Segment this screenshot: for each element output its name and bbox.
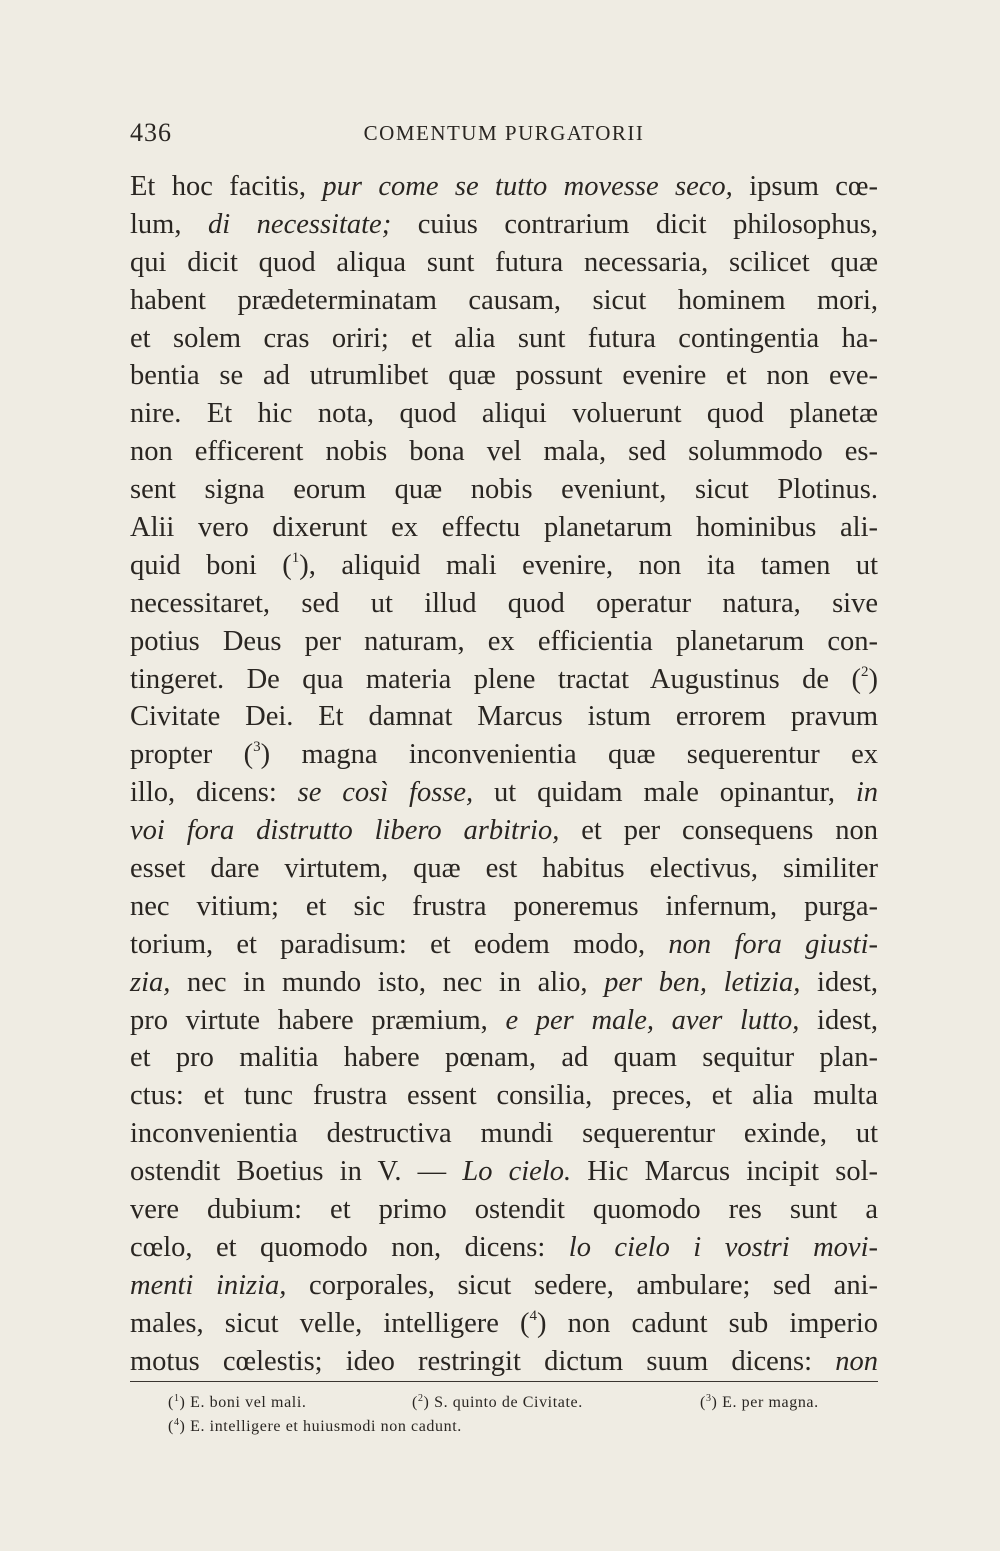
footnotes bbox=[168, 1391, 868, 1439]
commentary-text bbox=[130, 168, 878, 1381]
text-line: cœlo, et quomodo non, dicens: lo cielo i vostri movi- bbox=[130, 1231, 878, 1263]
italic-quote: e per male, aver lutto, bbox=[505, 1004, 800, 1036]
text-line: bentia se ad utrumlibet quæ possunt evenire et non eve- bbox=[130, 360, 878, 392]
text-line: pro virtute habere præmium, e per male, aver lutto, idest, bbox=[130, 1004, 878, 1036]
italic-quote: Lo cielo. bbox=[462, 1156, 572, 1188]
text-line: sent signa eorum quæ nobis eveniunt, sicut Plotinus. bbox=[130, 474, 878, 506]
footnote-rule bbox=[130, 1381, 878, 1382]
italic-quote: zia, bbox=[130, 966, 171, 998]
italic-quote: non bbox=[835, 1345, 878, 1377]
page-number: 436 bbox=[130, 118, 172, 147]
text-line: zia, nec in mundo isto, nec in alio, per ben, letizia, idest, bbox=[130, 966, 878, 998]
text-line: motus cœlestis; ideo restringit dictum suum dicens: non bbox=[130, 1345, 878, 1377]
text-line: ostendit Boetius in V. — Lo cielo. Hic Marcus incipit sol- bbox=[130, 1156, 878, 1188]
text-line: inconvenientia destructiva mundi sequerentur exinde, ut bbox=[130, 1118, 878, 1150]
text-line: necessitaret, sed ut illud quod operatur natura, sive bbox=[130, 587, 878, 619]
footnote-2: ($^2$) S. quinto de Civitate. bbox=[412, 1393, 583, 1411]
footnote-row bbox=[168, 1391, 868, 1415]
italic-quote: non fora giusti- bbox=[668, 928, 878, 960]
italic-quote: voi fora distrutto libero arbitrio, bbox=[130, 815, 560, 847]
footnote-row bbox=[168, 1415, 868, 1439]
text-line: lum, di necessitate; cuius contrarium dicit philosophus, bbox=[130, 208, 878, 240]
text-line: tingeret. De qua materia plene tractat Augustinus de ($^2$) bbox=[130, 663, 878, 695]
footnote-ref: 3 bbox=[253, 739, 261, 756]
text-line: males, sicut velle, intelligere ($^4$) non cadunt sub imperio bbox=[130, 1307, 878, 1339]
footnote-ref: 2 bbox=[861, 663, 869, 680]
text-line: et pro malitia habere pœnam, ad quam sequitur plan- bbox=[130, 1042, 878, 1074]
italic-quote: di necessitate; bbox=[207, 208, 392, 240]
text-line: illo, dicens: se così fosse, ut quidam male opinantur, in bbox=[130, 777, 878, 809]
text-line: qui dicit quod aliqua sunt futura necessaria, scilicet quæ bbox=[130, 246, 878, 278]
text-line: Alii vero dixerunt ex effectu planetarum hominibus ali- bbox=[130, 512, 878, 544]
footnote-3: ($^3$) E. per magna. bbox=[700, 1393, 819, 1411]
text-line: Civitate Dei. Et damnat Marcus istum errorem pravum bbox=[130, 701, 878, 733]
text-line: ctus: et tunc frustra essent consilia, preces, et alia multa bbox=[130, 1080, 878, 1112]
text-line: torium, et paradisum: et eodem modo, non fora giusti- bbox=[130, 928, 878, 960]
italic-quote: per ben, letizia, bbox=[604, 966, 801, 998]
italic-quote: in bbox=[855, 777, 878, 809]
italic-quote: se così fosse, bbox=[297, 777, 474, 809]
italic-quote: menti inizia, bbox=[130, 1269, 287, 1301]
page-header bbox=[130, 118, 878, 158]
footnote-ref: 4 bbox=[529, 1307, 538, 1324]
text-line: nire. Et hic nota, quod aliqui voluerunt quod planetæ bbox=[130, 398, 878, 430]
footnote-1: ($^1$) E. boni vel mali. bbox=[168, 1393, 307, 1411]
italic-quote: pur come se tutto movesse seco, bbox=[322, 171, 733, 202]
text-line: vere dubium: et primo ostendit quomodo res sunt a bbox=[130, 1194, 878, 1226]
text-line: menti inizia, corporales, sicut sedere, ambulare; sed ani- bbox=[130, 1269, 878, 1301]
italic-quote: lo cielo i vostri movi- bbox=[568, 1231, 878, 1263]
text-line: propter ($^3$) magna inconvenientia quæ sequerentur ex bbox=[130, 739, 878, 771]
footnote-ref: 1 bbox=[291, 549, 300, 566]
text-line: voi fora distrutto libero arbitrio, et per consequens non bbox=[130, 815, 879, 847]
text-line: nec vitium; et sic frustra poneremus infernum, purga- bbox=[130, 890, 878, 922]
text-line: esset dare virtutem, quæ est habitus electivus, similiter bbox=[130, 853, 878, 885]
footnote-4: ($^4$) E. intelligere et huiusmodi non cadunt. bbox=[168, 1417, 462, 1435]
text-line: Et hoc facitis, pur come se tutto movesse seco, ipsum cœ- bbox=[130, 171, 878, 202]
text-line: non efficerent nobis bona vel mala, sed solummodo es- bbox=[130, 436, 878, 468]
running-title: COMENTUM PURGATORII bbox=[363, 121, 645, 145]
text-line: quid boni ($^1$), aliquid mali evenire, non ita tamen ut bbox=[130, 549, 878, 581]
text-line: habent prædeterminatam causam, sicut hominem mori, bbox=[130, 284, 878, 316]
text-line: potius Deus per naturam, ex efficientia planetarum con- bbox=[130, 625, 878, 657]
text-line: et solem cras oriri; et alia sunt futura contingentia ha- bbox=[130, 322, 878, 354]
